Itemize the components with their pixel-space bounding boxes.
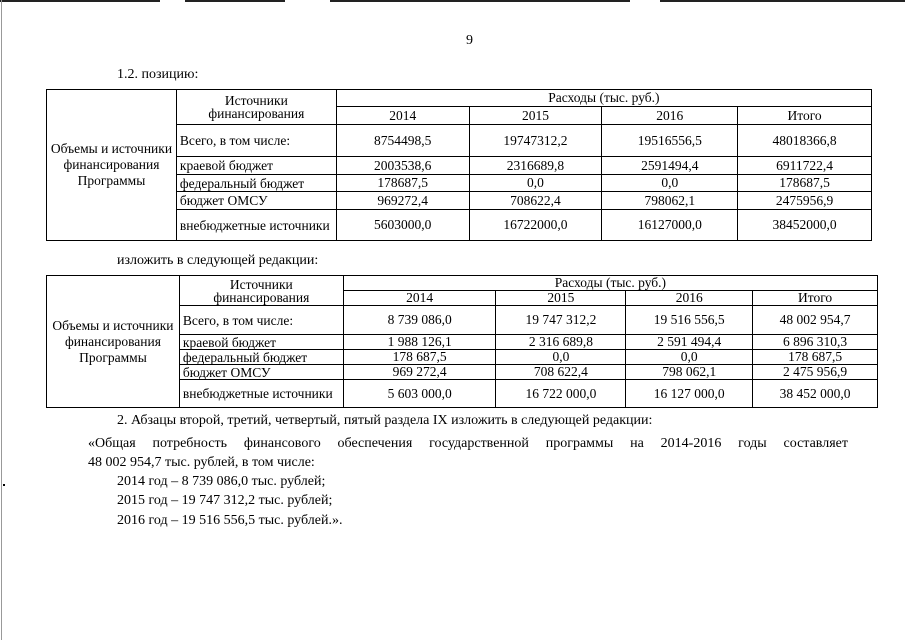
cell-value: 178 687,5 xyxy=(753,350,878,365)
section2-year-2015: 2015 год – 19 747 312,2 тыс. рублей; xyxy=(117,493,333,508)
intro-replace-text: изложить в следующей редакции: xyxy=(117,253,319,268)
cell-value: 798 062,1 xyxy=(626,365,753,380)
cell-value: 8754498,5 xyxy=(336,125,469,157)
year-header: 2014 xyxy=(343,291,496,306)
cell-value: 5 603 000,0 xyxy=(343,380,496,408)
cell-value: 38 452 000,0 xyxy=(753,380,878,408)
scan-border-mark xyxy=(330,0,630,2)
cell-value: 0,0 xyxy=(602,175,738,192)
cell-value: 2 591 494,4 xyxy=(626,335,753,350)
sources-header: Источники финансирования xyxy=(176,90,336,125)
year-header: 2015 xyxy=(469,107,602,125)
row-label: Всего, в том числе: xyxy=(176,125,336,157)
row-label: внебюджетные источники xyxy=(176,210,336,241)
cell-value: 5603000,0 xyxy=(336,210,469,241)
section2-heading: 2. Абзацы второй, третий, четвертый, пятый раздела IX изложить в следующей редакции: xyxy=(117,413,653,428)
cell-value: 48018366,8 xyxy=(738,125,872,157)
cell-value: 0,0 xyxy=(496,350,626,365)
cell-value: 708622,4 xyxy=(469,192,602,210)
year-header: 2016 xyxy=(602,107,738,125)
cell-value: 1 988 126,1 xyxy=(343,335,496,350)
scan-border-mark xyxy=(660,0,905,2)
cell-value: 2475956,9 xyxy=(738,192,872,210)
row-label: федеральный бюджет xyxy=(176,175,336,192)
financing-table-old xyxy=(46,89,872,241)
expenses-header: Расходы (тыс. руб.) xyxy=(336,90,871,107)
intro-position-text: 1.2. позицию: xyxy=(117,67,199,82)
row-label: Всего, в том числе: xyxy=(179,306,343,335)
cell-value: 969 272,4 xyxy=(343,365,496,380)
scan-border-left xyxy=(1,0,2,640)
sources-header: Источники финансирования xyxy=(179,276,343,306)
cell-value: 708 622,4 xyxy=(496,365,626,380)
scan-speck xyxy=(3,484,5,486)
scan-border-mark xyxy=(185,0,285,2)
cell-value: 8 739 086,0 xyxy=(343,306,496,335)
cell-value: 19 747 312,2 xyxy=(496,306,626,335)
cell-value: 19 516 556,5 xyxy=(626,306,753,335)
expenses-header: Расходы (тыс. руб.) xyxy=(343,276,877,291)
cell-value: 48 002 954,7 xyxy=(753,306,878,335)
cell-value: 0,0 xyxy=(469,175,602,192)
cell-value: 2 475 956,9 xyxy=(753,365,878,380)
section2-quote-line: «Общая потребность финансового обеспечения государственной программы на 2014-2016 годы составляет xyxy=(88,436,848,451)
total-header: Итого xyxy=(738,107,872,125)
scan-border-mark xyxy=(0,0,160,2)
cell-value: 2 316 689,8 xyxy=(496,335,626,350)
cell-value: 19516556,5 xyxy=(602,125,738,157)
row-label: бюджет ОМСУ xyxy=(176,192,336,210)
section2-year-2016: 2016 год – 19 516 556,5 тыс. рублей.». xyxy=(117,513,343,528)
year-header: 2015 xyxy=(496,291,626,306)
cell-value: 178687,5 xyxy=(336,175,469,192)
cell-value: 6 896 310,3 xyxy=(753,335,878,350)
financing-table-new xyxy=(46,275,878,408)
row-label: краевой бюджет xyxy=(176,157,336,175)
cell-value: 16 722 000,0 xyxy=(496,380,626,408)
program-row-header: Объемы и источники финансирования Программы xyxy=(47,276,180,408)
cell-value: 19747312,2 xyxy=(469,125,602,157)
program-row-header: Объемы и источники финансирования Программы xyxy=(47,90,177,241)
cell-value: 16127000,0 xyxy=(602,210,738,241)
cell-value: 798062,1 xyxy=(602,192,738,210)
cell-value: 38452000,0 xyxy=(738,210,872,241)
cell-value: 6911722,4 xyxy=(738,157,872,175)
cell-value: 969272,4 xyxy=(336,192,469,210)
cell-value: 16722000,0 xyxy=(469,210,602,241)
section2-total-line: 48 002 954,7 тыс. рублей, в том числе: xyxy=(88,455,315,470)
cell-value: 2316689,8 xyxy=(469,157,602,175)
year-header: 2016 xyxy=(626,291,753,306)
cell-value: 178 687,5 xyxy=(343,350,496,365)
section2-year-2014: 2014 год – 8 739 086,0 тыс. рублей; xyxy=(117,474,326,489)
row-label: краевой бюджет xyxy=(179,335,343,350)
cell-value: 2591494,4 xyxy=(602,157,738,175)
cell-value: 2003538,6 xyxy=(336,157,469,175)
row-label: федеральный бюджет xyxy=(179,350,343,365)
cell-value: 178687,5 xyxy=(738,175,872,192)
row-label: внебюджетные источники xyxy=(179,380,343,408)
page-number: 9 xyxy=(466,33,473,48)
cell-value: 16 127 000,0 xyxy=(626,380,753,408)
row-label: бюджет ОМСУ xyxy=(179,365,343,380)
total-header: Итого xyxy=(753,291,878,306)
year-header: 2014 xyxy=(336,107,469,125)
cell-value: 0,0 xyxy=(626,350,753,365)
